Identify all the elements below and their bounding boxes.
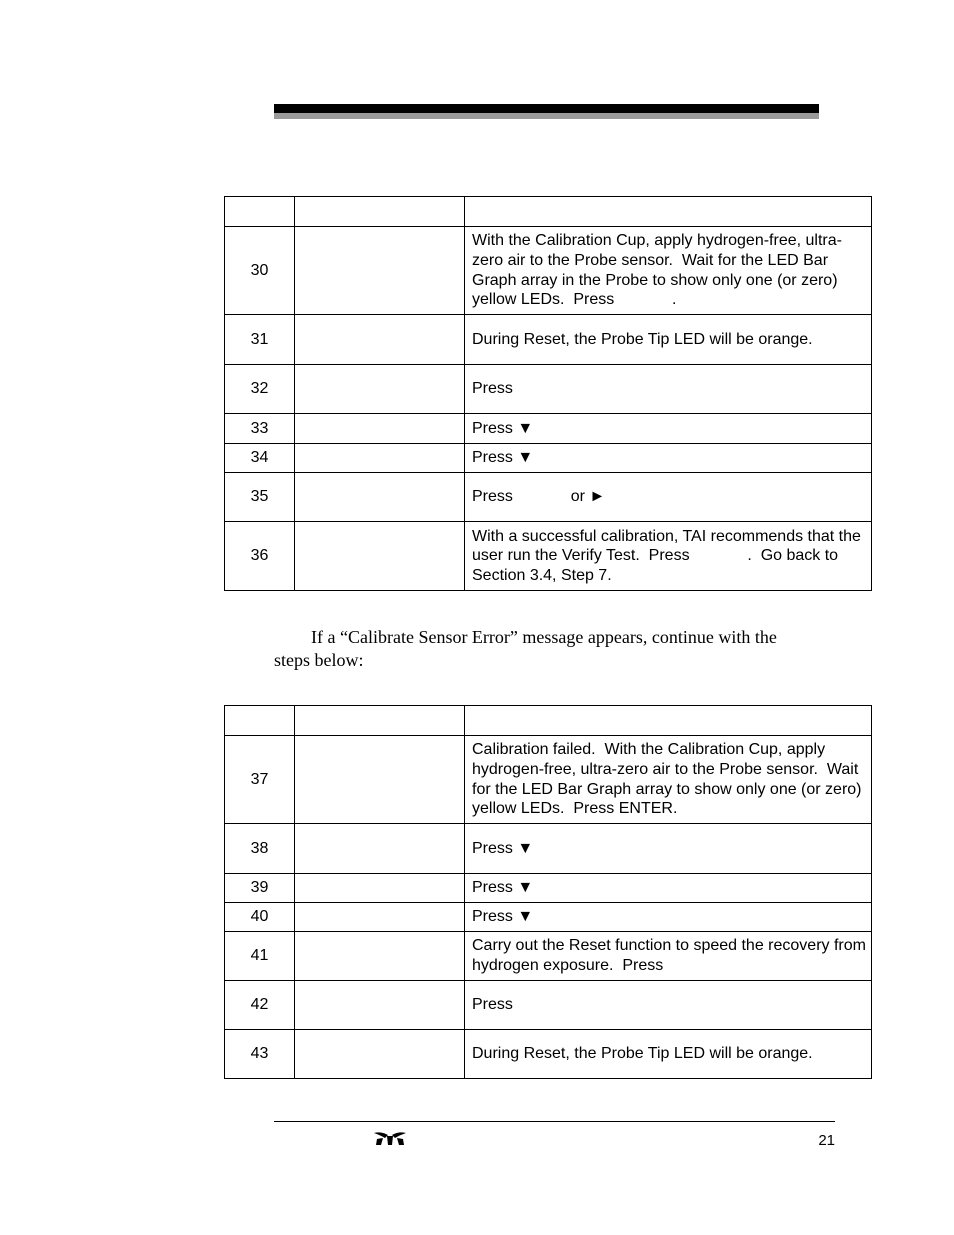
header-rule xyxy=(274,104,819,113)
procedure-table-2 xyxy=(224,705,872,1079)
header-step xyxy=(225,706,295,736)
step-number: 32 xyxy=(225,365,295,414)
table-row xyxy=(225,473,872,522)
action-cell: With a successful calibration, TAI recommends that the user run the Verify Test. Press . Go back to Section 3.4, Step 7. xyxy=(465,522,872,591)
display-cell xyxy=(295,227,465,315)
table-header-row xyxy=(225,706,872,736)
action-cell: During Reset, the Probe Tip LED will be orange. xyxy=(465,315,872,365)
step-number: 34 xyxy=(225,444,295,473)
action-cell: Press ▼ xyxy=(465,444,872,473)
table-row xyxy=(225,736,872,824)
table-row xyxy=(225,365,872,414)
step-number: 36 xyxy=(225,522,295,591)
table-row xyxy=(225,444,872,473)
table-row xyxy=(225,522,872,591)
header-rule-shadow xyxy=(274,113,819,119)
table-row xyxy=(225,981,872,1030)
display-cell xyxy=(295,874,465,903)
action-cell: Calibration failed. With the Calibration Cup, apply hydrogen-free, ultra-zero air to the Probe sensor. Wait for the LED Bar Graph array to show only one (or zero) yellow LEDs. Press ENTER. xyxy=(465,736,872,824)
display-cell xyxy=(295,444,465,473)
display-cell xyxy=(295,315,465,365)
header-action xyxy=(465,706,872,736)
header-display xyxy=(295,197,465,227)
action-cell: Press ▼ xyxy=(465,824,872,874)
step-number: 40 xyxy=(225,903,295,932)
step-number: 43 xyxy=(225,1030,295,1079)
display-cell xyxy=(295,522,465,591)
display-cell xyxy=(295,932,465,981)
action-cell: Press ▼ xyxy=(465,903,872,932)
step-number: 35 xyxy=(225,473,295,522)
table-row xyxy=(225,932,872,981)
teledyne-logo-icon xyxy=(372,1130,408,1148)
table-row xyxy=(225,903,872,932)
display-cell xyxy=(295,736,465,824)
action-cell: Press ▼ xyxy=(465,874,872,903)
display-cell xyxy=(295,1030,465,1079)
table-row xyxy=(225,315,872,365)
table-row xyxy=(225,414,872,444)
step-number: 42 xyxy=(225,981,295,1030)
footer-rule xyxy=(274,1121,835,1122)
page-number: 21 xyxy=(818,1132,835,1149)
display-cell xyxy=(295,903,465,932)
action-cell: Press xyxy=(465,981,872,1030)
table-row xyxy=(225,227,872,315)
step-number: 30 xyxy=(225,227,295,315)
header-display xyxy=(295,706,465,736)
action-cell: Press ▼ xyxy=(465,414,872,444)
step-number: 41 xyxy=(225,932,295,981)
intro-paragraph: If a “Calibrate Sensor Error” message appears, continue with the steps below: xyxy=(274,627,777,670)
step-number: 38 xyxy=(225,824,295,874)
display-cell xyxy=(295,981,465,1030)
table-row xyxy=(225,1030,872,1079)
table-row xyxy=(225,824,872,874)
header-action xyxy=(465,197,872,227)
step-number: 37 xyxy=(225,736,295,824)
table-header-row xyxy=(225,197,872,227)
procedure-table-1 xyxy=(224,196,872,591)
action-cell: During Reset, the Probe Tip LED will be orange. xyxy=(465,1030,872,1079)
display-cell xyxy=(295,824,465,874)
action-cell: Press xyxy=(465,365,872,414)
display-cell xyxy=(295,365,465,414)
action-cell: With the Calibration Cup, apply hydrogen-free, ultra-zero air to the Probe sensor. Wait for the LED Bar Graph array in the Probe to show only one (or zero) yellow LEDs. Press . xyxy=(465,227,872,315)
table-row xyxy=(225,874,872,903)
header-step xyxy=(225,197,295,227)
action-cell: Press or ► xyxy=(465,473,872,522)
step-number: 39 xyxy=(225,874,295,903)
display-cell xyxy=(295,414,465,444)
step-number: 33 xyxy=(225,414,295,444)
display-cell xyxy=(295,473,465,522)
action-cell: Carry out the Reset function to speed the recovery from hydrogen exposure. Press xyxy=(465,932,872,981)
step-number: 31 xyxy=(225,315,295,365)
